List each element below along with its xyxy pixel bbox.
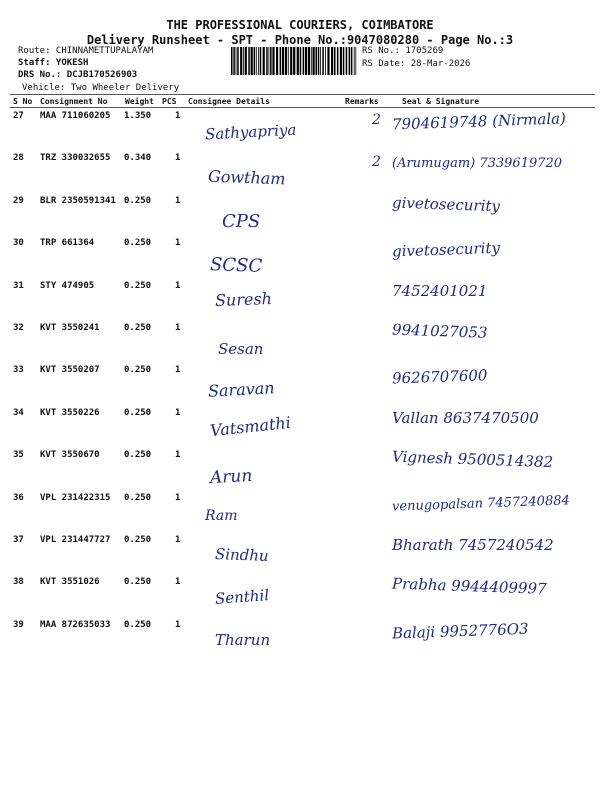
seal-signature: 7904619748 (Nirmala) <box>391 109 567 134</box>
pcs-cell: 1 <box>175 111 181 121</box>
weight-cell: 0.250 <box>124 577 152 588</box>
weight-cell: 0.250 <box>124 407 152 418</box>
table-row <box>0 108 600 150</box>
consignment-cell: MAA 711060205 <box>40 111 111 121</box>
consignee-signature: CPS <box>222 210 261 232</box>
barcode <box>231 47 359 75</box>
seal-signature: venugopalsan 7457240884 <box>391 492 571 515</box>
pcs-cell: 1 <box>175 323 181 333</box>
sno-cell: 35 <box>13 450 24 461</box>
sno-cell: 39 <box>13 619 24 630</box>
pcs-cell: 1 <box>175 195 181 206</box>
weight-cell: 0.250 <box>124 492 152 503</box>
seal-signature: Balaji 9952776O3 <box>391 619 529 643</box>
consignment-cell: TRP 661364 <box>40 238 95 249</box>
table-row <box>0 362 600 404</box>
seal-signature: givetosecurity <box>391 238 501 261</box>
consignee-signature: Suresh <box>214 288 273 310</box>
consignment-cell: VPL 231447727 <box>40 535 111 545</box>
table-row <box>0 532 600 574</box>
company-title: THE PROFESSIONAL COURIERS, COIMBATORE <box>166 18 434 32</box>
consignee-signature: Sindhu <box>214 545 269 565</box>
weight-cell: 1.350 <box>124 111 152 121</box>
sno-cell: 38 <box>13 577 24 588</box>
weight-cell: 0.250 <box>124 323 152 333</box>
vehicle-label: Vehicle: Two Wheeler Delivery <box>22 83 180 93</box>
seal-signature: Vignesh 9500514382 <box>391 447 554 472</box>
consignment-cell: KVT 3551026 <box>40 577 100 588</box>
seal-signature: 7452401021 <box>392 281 488 300</box>
consignment-cell: KVT 3550207 <box>40 365 100 376</box>
sno-cell: 31 <box>13 280 24 291</box>
rs-number: RS No.: 1705269 <box>362 46 444 56</box>
weight-cell: 0.250 <box>124 280 152 291</box>
consignment-cell: MAA 872635033 <box>40 619 111 630</box>
seal-signature: 9626707600 <box>391 366 488 388</box>
seal-signature: Prabha 9944409997 <box>391 574 547 599</box>
consignment-cell: BLR 2350591341 <box>40 195 116 206</box>
seal-signature: Vallan 8637470500 <box>392 408 539 427</box>
table-row <box>0 405 600 447</box>
consignee-signature: Arun <box>209 466 253 489</box>
consignee-signature: Sesan <box>218 340 264 358</box>
consignee-signature: Tharun <box>215 630 271 649</box>
pcs-cell: 1 <box>175 153 181 164</box>
weight-cell: 0.250 <box>124 195 152 206</box>
sno-cell: 29 <box>13 195 24 206</box>
consignment-cell: TRZ 330032655 <box>40 153 111 164</box>
weight-cell: 0.250 <box>124 619 152 630</box>
consignment-cell: KVT 3550226 <box>40 407 100 418</box>
col-consignment: Consignment No <box>40 97 108 106</box>
col-remarks: Remarks <box>345 97 379 106</box>
staff-label: Staff: YOKESH <box>18 58 89 68</box>
table-row <box>0 193 600 235</box>
consignee-signature: Sathyapriya <box>204 120 297 144</box>
sno-cell: 32 <box>13 323 24 333</box>
table-row <box>0 617 600 659</box>
col-pcs: PCS <box>162 97 177 106</box>
consignment-cell: STY 474905 <box>40 280 95 291</box>
weight-cell: 0.340 <box>124 153 152 164</box>
table-row <box>0 490 600 532</box>
consignee-signature: SCSC <box>209 254 263 278</box>
table-row <box>0 235 600 277</box>
sno-cell: 28 <box>13 153 24 164</box>
route-label: Route: CHINNAMETTUPALAYAM <box>18 46 154 56</box>
pcs-cell: 1 <box>175 280 181 291</box>
weight-cell: 0.250 <box>124 450 152 461</box>
drs-number: DRS No.: DCJB170526903 <box>18 70 138 80</box>
header-rule <box>10 94 595 95</box>
consignee-signature: Vatsmathi <box>209 412 292 440</box>
table-row <box>0 150 600 192</box>
table-row <box>0 574 600 616</box>
seal-signature: givetosecurity <box>391 193 501 216</box>
rs-date: RS Date: 28-Mar-2026 <box>362 59 471 69</box>
col-consignee: Consignee Details <box>188 97 270 106</box>
table-row <box>0 320 600 362</box>
seal-signature: (Arumugam) 7339619720 <box>392 156 563 172</box>
consignee-signature: Gowtham <box>207 167 286 189</box>
runsheet-subtitle: Delivery Runsheet - SPT - Phone No.:9047080280 - Page No.:3 <box>86 33 514 47</box>
sno-cell: 36 <box>13 492 24 503</box>
table-row <box>0 447 600 489</box>
pcs-cell: 1 <box>175 365 181 376</box>
remarks-mark: 2 <box>372 154 381 171</box>
sno-cell: 30 <box>13 238 24 249</box>
sno-cell: 27 <box>13 111 24 121</box>
weight-cell: 0.250 <box>124 365 152 376</box>
weight-cell: 0.250 <box>124 535 152 545</box>
seal-signature: 9941027053 <box>391 320 488 342</box>
consignment-cell: VPL 231422315 <box>40 492 111 503</box>
weight-cell: 0.250 <box>124 238 152 249</box>
sno-cell: 37 <box>13 535 24 545</box>
pcs-cell: 1 <box>175 535 181 545</box>
remarks-mark: 2 <box>372 112 381 128</box>
sno-cell: 34 <box>13 407 24 418</box>
consignee-signature: Saravan <box>207 378 276 402</box>
pcs-cell: 1 <box>175 238 181 249</box>
consignee-signature: Senthil <box>214 586 270 609</box>
consignee-signature: Ram <box>205 507 238 524</box>
table-row <box>0 278 600 320</box>
sno-cell: 33 <box>13 365 24 376</box>
consignment-cell: KVT 3550241 <box>40 323 100 333</box>
col-weight: Weight <box>125 97 154 106</box>
pcs-cell: 1 <box>175 577 181 588</box>
pcs-cell: 1 <box>175 407 181 418</box>
col-sno: S No <box>13 97 33 106</box>
pcs-cell: 1 <box>175 619 181 630</box>
consignment-cell: KVT 3550670 <box>40 450 100 461</box>
col-seal: Seal & Signature <box>402 97 480 106</box>
pcs-cell: 1 <box>175 450 181 461</box>
pcs-cell: 1 <box>175 492 181 503</box>
seal-signature: Bharath 7457240542 <box>392 536 554 554</box>
